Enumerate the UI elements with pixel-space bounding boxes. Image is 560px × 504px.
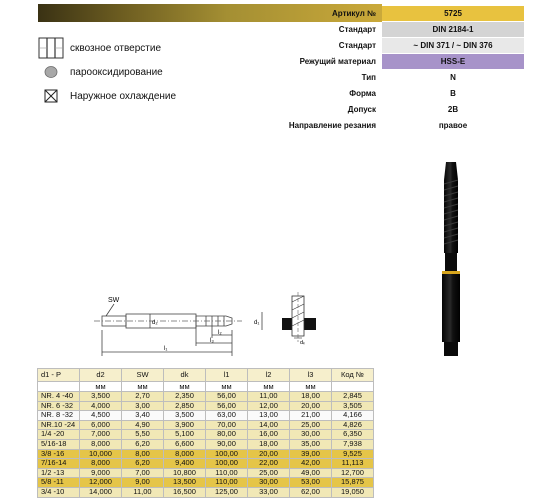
table-cell: 7/16-14 bbox=[38, 459, 80, 469]
table-cell: 6,000 bbox=[80, 420, 122, 430]
table-cell: 20,00 bbox=[290, 401, 332, 411]
table-units-row bbox=[38, 382, 374, 392]
table-cell: 4,500 bbox=[80, 411, 122, 421]
table-cell: мм bbox=[248, 382, 290, 392]
spec-row bbox=[232, 5, 524, 21]
spec-row bbox=[232, 101, 524, 117]
table-cell: NR.10 -24 bbox=[38, 420, 80, 430]
spec-value: B bbox=[382, 86, 524, 101]
table-row bbox=[38, 487, 374, 497]
legend-external-cooling-label: Наружное охлаждение bbox=[70, 90, 177, 102]
table-cell: мм bbox=[122, 382, 164, 392]
table-cell: 2,850 bbox=[164, 401, 206, 411]
table-cell: 25,00 bbox=[248, 468, 290, 478]
table-cell: 20,00 bbox=[248, 449, 290, 459]
legend-external-cooling bbox=[38, 84, 176, 108]
table-cell: 9,400 bbox=[164, 459, 206, 469]
spec-value: ~ DIN 371 / ~ DIN 376 bbox=[382, 38, 524, 53]
table-cell: 3/8 -16 bbox=[38, 449, 80, 459]
table-cell: 62,00 bbox=[290, 487, 332, 497]
table-cell bbox=[38, 382, 80, 392]
table-cell: 12,000 bbox=[80, 478, 122, 488]
table-cell: 56,00 bbox=[206, 401, 248, 411]
table-cell: d2 bbox=[80, 369, 122, 382]
table-row bbox=[38, 478, 374, 488]
table-cell: мм bbox=[80, 382, 122, 392]
table-cell: SW bbox=[122, 369, 164, 382]
spec-table bbox=[232, 5, 524, 133]
table-cell: 13,00 bbox=[248, 411, 290, 421]
external-cooling-icon bbox=[38, 88, 64, 104]
spec-value: N bbox=[382, 70, 524, 85]
legend-steam-oxidation bbox=[38, 60, 176, 84]
spec-label: Тип bbox=[361, 72, 376, 82]
spec-row bbox=[232, 85, 524, 101]
table-cell: 3/4 -10 bbox=[38, 487, 80, 497]
table-cell: 5/8 -11 bbox=[38, 478, 80, 488]
table-cell: d1 - P bbox=[38, 369, 80, 382]
table-cell: 16,00 bbox=[248, 430, 290, 440]
table-cell: 12,00 bbox=[248, 401, 290, 411]
table-cell: 3,00 bbox=[122, 401, 164, 411]
table-cell: Код № bbox=[332, 369, 374, 382]
table-cell: 5,50 bbox=[122, 430, 164, 440]
table-cell: 70,00 bbox=[206, 420, 248, 430]
spec-value: правое bbox=[382, 118, 524, 133]
table-cell: 2,350 bbox=[164, 392, 206, 402]
tap-product-image bbox=[420, 158, 482, 358]
table-cell: l3 bbox=[290, 369, 332, 382]
spec-row bbox=[232, 117, 524, 133]
table-cell: 21,00 bbox=[290, 411, 332, 421]
table-cell: 18,00 bbox=[248, 439, 290, 449]
table-cell: 8,000 bbox=[80, 439, 122, 449]
table-cell: 6,350 bbox=[332, 430, 374, 440]
table-cell: 90,00 bbox=[206, 439, 248, 449]
table-cell: мм bbox=[290, 382, 332, 392]
spec-label: Форма bbox=[349, 88, 376, 98]
table-cell: 14,00 bbox=[248, 420, 290, 430]
table-row bbox=[38, 392, 374, 402]
table-cell: 2,70 bbox=[122, 392, 164, 402]
table-cell: 100,00 bbox=[206, 459, 248, 469]
table-row bbox=[38, 459, 374, 469]
table-cell: 110,00 bbox=[206, 468, 248, 478]
table-cell: 110,00 bbox=[206, 478, 248, 488]
table-cell: NR. 8 -32 bbox=[38, 411, 80, 421]
table-cell: 42,00 bbox=[290, 459, 332, 469]
drawing-l2-label: l₂ bbox=[218, 330, 222, 336]
legend bbox=[38, 36, 176, 108]
table-cell: 8,000 bbox=[80, 459, 122, 469]
table-cell: 4,000 bbox=[80, 401, 122, 411]
table-cell: 4,166 bbox=[332, 411, 374, 421]
table-cell: 1/4 -20 bbox=[38, 430, 80, 440]
table-cell: 11,00 bbox=[122, 487, 164, 497]
table-cell: 8,00 bbox=[122, 449, 164, 459]
table-cell: 6,600 bbox=[164, 439, 206, 449]
table-cell: 125,00 bbox=[206, 487, 248, 497]
table-cell: 30,00 bbox=[290, 430, 332, 440]
table-row bbox=[38, 401, 374, 411]
table-cell: 30,00 bbox=[248, 478, 290, 488]
spec-row bbox=[232, 37, 524, 53]
table-cell: 39,00 bbox=[290, 449, 332, 459]
table-cell: dk bbox=[164, 369, 206, 382]
table-cell: 10,000 bbox=[80, 449, 122, 459]
spec-label: Направление резания bbox=[288, 120, 376, 130]
legend-steam-oxidation-label: парооксидирование bbox=[70, 66, 163, 78]
table-cell: 56,00 bbox=[206, 392, 248, 402]
table-cell: 5/16-18 bbox=[38, 439, 80, 449]
dimensions-table bbox=[37, 368, 374, 498]
drawing-sw-label: SW bbox=[108, 297, 120, 304]
table-cell: l1 bbox=[206, 369, 248, 382]
detail-dk-label: dₖ bbox=[300, 340, 306, 346]
table-cell: 14,000 bbox=[80, 487, 122, 497]
table-cell: 6,20 bbox=[122, 459, 164, 469]
table-cell: 8,000 bbox=[164, 449, 206, 459]
table-cell: 11,00 bbox=[248, 392, 290, 402]
table-cell: 9,00 bbox=[122, 478, 164, 488]
table-cell: 3,500 bbox=[80, 392, 122, 402]
table-cell: 53,00 bbox=[290, 478, 332, 488]
table-cell: 4,826 bbox=[332, 420, 374, 430]
through-hole-icon bbox=[38, 37, 64, 59]
spec-row bbox=[232, 69, 524, 85]
table-cell: 100,00 bbox=[206, 449, 248, 459]
table-cell: 35,00 bbox=[290, 439, 332, 449]
table-cell: 33,00 bbox=[248, 487, 290, 497]
spec-label: Стандарт bbox=[338, 24, 376, 34]
table-cell: 22,00 bbox=[248, 459, 290, 469]
table-row bbox=[38, 420, 374, 430]
table-cell: 2,845 bbox=[332, 392, 374, 402]
drawing-l3-label: l₃ bbox=[210, 338, 214, 344]
table-cell: 1/2 -13 bbox=[38, 468, 80, 478]
table-cell: 49,00 bbox=[290, 468, 332, 478]
table-cell: 4,90 bbox=[122, 420, 164, 430]
legend-through-hole-label: сквозное отверстие bbox=[70, 42, 162, 54]
table-cell: 3,900 bbox=[164, 420, 206, 430]
table-cell: 7,00 bbox=[122, 468, 164, 478]
table-cell: NR. 4 -40 bbox=[38, 392, 80, 402]
table-cell: 6,20 bbox=[122, 439, 164, 449]
table-cell: 25,00 bbox=[290, 420, 332, 430]
drawing-d2-label: d₂ bbox=[152, 320, 158, 326]
table-row bbox=[38, 439, 374, 449]
table-cell: 80,00 bbox=[206, 430, 248, 440]
table-row bbox=[38, 449, 374, 459]
spec-row bbox=[232, 53, 524, 69]
spec-value: 2B bbox=[382, 102, 524, 117]
table-cell: l2 bbox=[248, 369, 290, 382]
table-cell: 9,525 bbox=[332, 449, 374, 459]
spec-row bbox=[232, 21, 524, 37]
table-cell: 16,500 bbox=[164, 487, 206, 497]
table-cell: 18,00 bbox=[290, 392, 332, 402]
spec-value: 5725 bbox=[382, 6, 524, 21]
table-header-row bbox=[38, 369, 374, 382]
table-cell: 12,700 bbox=[332, 468, 374, 478]
table-row bbox=[38, 411, 374, 421]
table-cell: мм bbox=[164, 382, 206, 392]
table-cell: 10,800 bbox=[164, 468, 206, 478]
legend-through-hole bbox=[38, 36, 176, 60]
table-cell: 7,000 bbox=[80, 430, 122, 440]
table-cell: 3,40 bbox=[122, 411, 164, 421]
table-cell: NR. 6 -32 bbox=[38, 401, 80, 411]
table-cell: 3,500 bbox=[164, 411, 206, 421]
drawing-d1-label: d₁ bbox=[254, 320, 260, 326]
table-cell bbox=[332, 382, 374, 392]
spec-value: HSS-E bbox=[382, 54, 524, 69]
table-cell: 19,050 bbox=[332, 487, 374, 497]
table-cell: мм bbox=[206, 382, 248, 392]
spec-label: Режущий материал bbox=[299, 56, 376, 66]
table-cell: 5,100 bbox=[164, 430, 206, 440]
table-cell: 11,113 bbox=[332, 459, 374, 469]
spec-label: Допуск bbox=[347, 104, 376, 114]
table-cell: 13,500 bbox=[164, 478, 206, 488]
table-cell: 15,875 bbox=[332, 478, 374, 488]
table-row bbox=[38, 468, 374, 478]
table-cell: 3,505 bbox=[332, 401, 374, 411]
spec-label: Стандарт bbox=[338, 40, 376, 50]
spec-label: Артикул № bbox=[332, 8, 376, 18]
oxidation-dot-icon bbox=[38, 64, 64, 80]
tap-section-detail bbox=[282, 292, 332, 348]
table-cell: 63,00 bbox=[206, 411, 248, 421]
spec-value: DIN 2184-1 bbox=[382, 22, 524, 37]
table-cell: 7,938 bbox=[332, 439, 374, 449]
table-row bbox=[38, 430, 374, 440]
table-cell: 9,000 bbox=[80, 468, 122, 478]
drawing-l1-label: l₁ bbox=[164, 346, 168, 352]
